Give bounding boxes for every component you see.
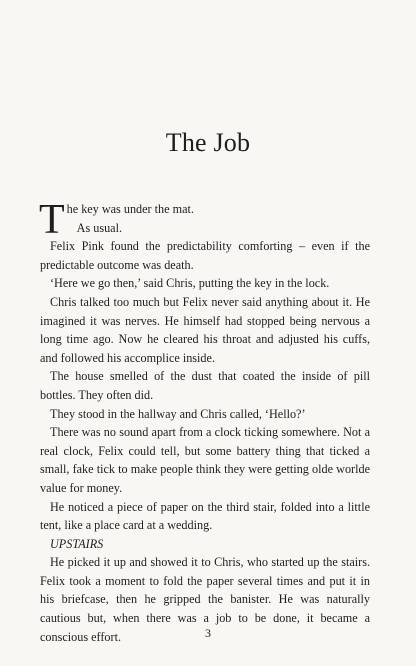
paragraph-4: ‘Here we go then,’ said Chris, putting the key in the lock. bbox=[50, 276, 330, 291]
chapter-body bbox=[39, 197, 370, 646]
paragraph-2: As usual. bbox=[76, 220, 123, 235]
drop-cap: T bbox=[39, 197, 65, 243]
paragraph-3: Felix Pink found the predictability comforting – even if the predictable outcome was death. bbox=[40, 239, 370, 272]
paragraph-6: The house smelled of the dust that coated the inside of pill bottles. They often did. bbox=[40, 369, 370, 402]
paragraph-1-text: he key was under the mat. bbox=[66, 202, 194, 216]
paragraph-10-upstairs: UPSTAIRS bbox=[50, 536, 104, 551]
chapter-title: The Job bbox=[165, 128, 251, 157]
paragraph-9: He noticed a piece of paper on the third stair, folded into a little tent, like a place card at a wedding. bbox=[40, 499, 370, 533]
paragraph-8: There was no sound apart from a clock ticking somewhere. Not a real clock, Felix could tell, but some battery thing that ticked a small, fake tick to make people think they were getting olde worlde value for money. bbox=[40, 425, 370, 495]
paragraph-11: He picked it up and showed it to Chris, who started up the stairs. Felix took a moment to fold the paper several times and put it in his briefcase, then he gripped the banister. He was naturally cautious but, when there was a job to be done, it became a conscious effort. bbox=[40, 555, 370, 644]
paragraph-7: They stood in the hallway and Chris called, ‘Hello?’ bbox=[50, 406, 306, 421]
paragraph-5: Chris talked too much but Felix never said anything about it. He imagined it was nerves. He himself had stopped being nervous a long time ago. Now he cleared his throat and adjusted his cuffs, and followed his accomplice inside. bbox=[40, 294, 370, 365]
page-number: 3 bbox=[205, 626, 211, 640]
